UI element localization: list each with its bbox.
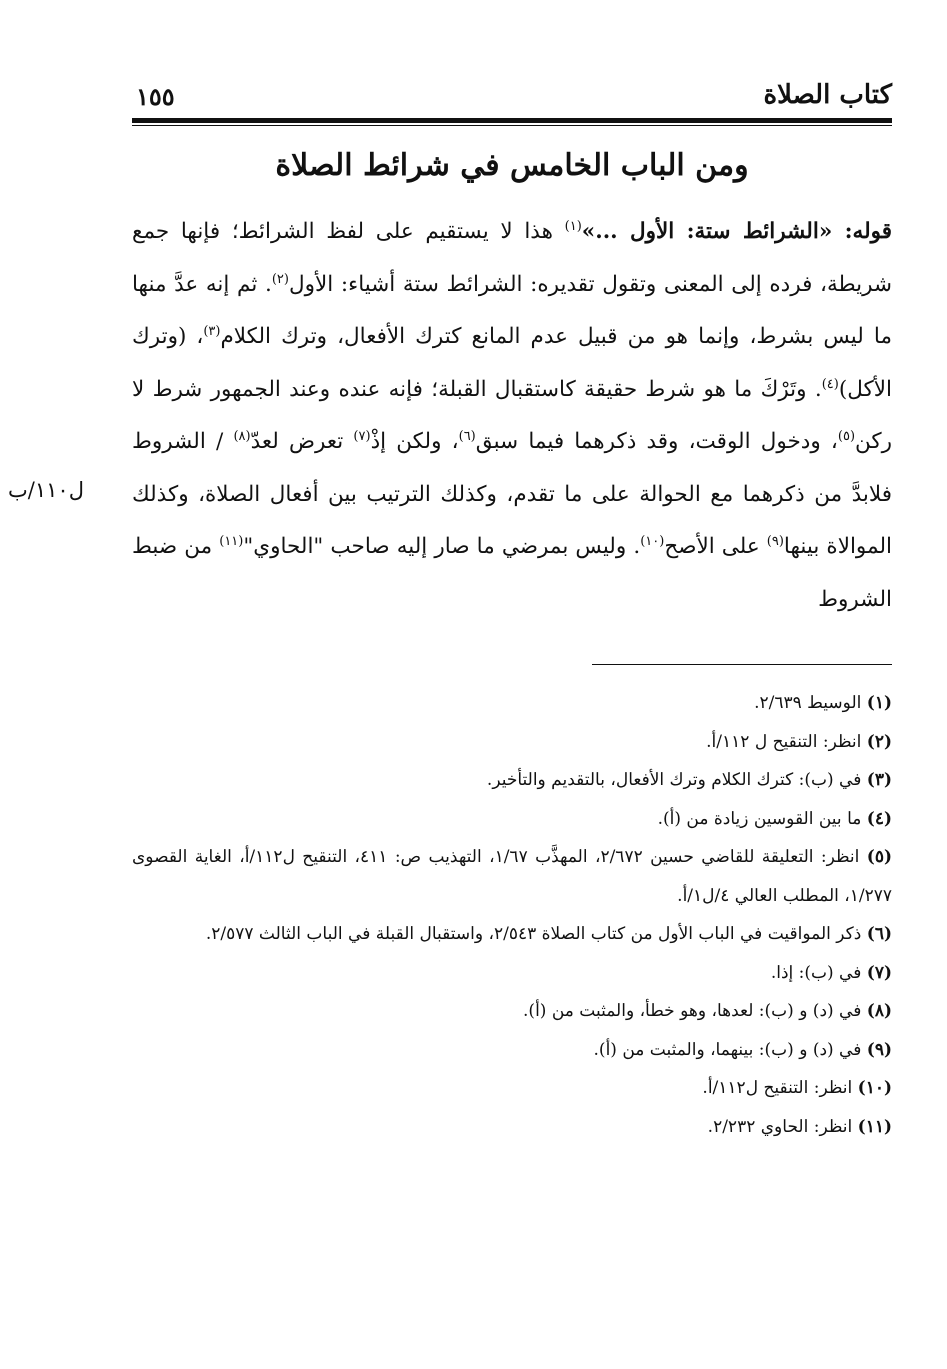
footnote — [132, 684, 892, 723]
footnote-ref: (١١) — [219, 533, 244, 549]
footnote-number: (٦) — [866, 924, 892, 944]
text-segment: ، (وترك الأكل) — [132, 324, 892, 402]
footnote-ref: (٧) — [353, 428, 371, 444]
footnote-text: في (ب): كترك الكلام وترك الأفعال، بالتقديم والتأخير. — [486, 770, 862, 790]
text-segment: على الأصح — [664, 534, 767, 559]
footnote — [132, 1031, 892, 1070]
footnote-text: الوسيط ٢/٦٣٩. — [754, 693, 862, 713]
text-segment: . وليس بمرضي ما صار إليه صاحب "الحاوي" — [243, 534, 641, 559]
footnote-text: انظر: التنقيح ل ١١٢/أ. — [706, 731, 862, 752]
footnote — [132, 723, 892, 762]
footnote — [132, 800, 892, 839]
running-title: كتاب الصلاة — [763, 80, 892, 110]
footnote-text: انظر: الحاوي ٢/٢٣٢. — [707, 1116, 853, 1137]
main-paragraph — [132, 206, 892, 626]
footnote-number: (٥) — [866, 847, 893, 867]
header-rule-thick — [132, 118, 892, 123]
footnote-ref: (٩) — [766, 533, 784, 549]
text-segment: . وتَرْكَ ما هو شرط حقيقة كاستقبال القبلة؛ فإنه عنده وعند الجمهور شرط لا ركن — [132, 376, 893, 454]
footnote — [132, 838, 892, 915]
footnote-text: في (د) و (ب): بينهما، والمثبت من (أ). — [593, 1039, 862, 1060]
footnote-number: (١٠) — [857, 1078, 892, 1098]
footnote-ref: (٨) — [233, 428, 251, 444]
footnote-number: (٤) — [866, 808, 892, 829]
footnote-ref: (٣) — [203, 323, 221, 339]
footnote-text: في (ب): إذا. — [770, 962, 862, 983]
footnote-number: (٨) — [866, 1001, 892, 1021]
footnote-text: في (د) و (ب): لعدها، وهو خطأ، والمثبت من (أ). — [523, 1001, 862, 1021]
text-segment: هذا لا يستقيم على لفظ الشرائط؛ فإنها جمع شريطة، فرده إلى المعنى وتقول تقديره: الشرائط ستة أشياء: الأول — [132, 219, 892, 297]
footnote-number: (١) — [866, 693, 892, 713]
manuscript-folio-note: ل١١٠/ب — [8, 478, 84, 502]
footnote-text: انظر: التعليقة للقاضي حسين ٢/٦٧٢، المهذَّب ١/٦٧، التهذيب ص: ٤١١، التنقيح ل١١٢/أ، الغاية القصوى ١/٢٧٧، المطلب العالي ٤/ل١/أ. — [132, 847, 892, 906]
header-rule-thin — [132, 125, 892, 126]
page-header — [132, 80, 892, 116]
footnote — [132, 992, 892, 1031]
text-segment: ، ودخول الوقت، وقد ذكرهما فيما سبق — [475, 429, 838, 454]
footnote-ref: (١) — [564, 218, 582, 234]
footnote-ref: (٢) — [271, 271, 289, 287]
footnote — [132, 1108, 892, 1147]
footnote — [132, 915, 892, 954]
footnote-separator — [592, 664, 892, 665]
text-segment: ، ولكن إذْ — [370, 429, 459, 454]
page-number: ١٥٥ — [136, 82, 175, 111]
footnote-text: ما بين القوسين زيادة من (أ). — [657, 808, 862, 829]
footnote-ref: (٤) — [821, 376, 839, 392]
text-segment: . ثم إنه عدَّ منها ما ليس بشرط، وإنما هو من قبيل عدم المانع كترك الأفعال، وترك الكلام — [132, 271, 892, 349]
footnote — [132, 1069, 892, 1108]
main-text — [132, 206, 892, 626]
footnote-number: (٢) — [866, 731, 892, 752]
footnote-text: انظر: التنقيح ل١١٢/أ. — [702, 1078, 853, 1098]
quoted-lemma: قوله: «الشرائط ستة: الأول ...» — [581, 219, 892, 244]
footnote-number: (٣) — [866, 770, 892, 790]
footnote-number: (٩) — [866, 1039, 892, 1060]
footnote — [132, 761, 892, 800]
footnote-text: ذكر المواقيت في الباب الأول من كتاب الصلاة ٢/٥٤٣، واستقبال القبلة في الباب الثالث ٢/٥٧٧. — [205, 924, 862, 944]
footnote-ref: (٥) — [837, 428, 856, 444]
text-segment: تعرض لعدّ — [250, 429, 354, 454]
footnote-ref: (١٠) — [640, 533, 665, 549]
text-segment: / الشروط فلابدَّ من ذكرهما مع الحوالة على ما تقدم، وكذلك الترتيب بين أفعال الصلاة، وكذلك الموالاة بينها — [132, 429, 892, 559]
footnote-number: (٧) — [866, 962, 892, 983]
text-segment: من ضبط الشروط — [132, 534, 892, 612]
footnote — [132, 954, 892, 993]
footnote-ref: (٦) — [458, 428, 476, 444]
chapter-title: ومن الباب الخامس في شرائط الصلاة — [275, 148, 749, 183]
footnote-number: (١١) — [857, 1116, 892, 1137]
footnotes — [132, 684, 892, 1146]
